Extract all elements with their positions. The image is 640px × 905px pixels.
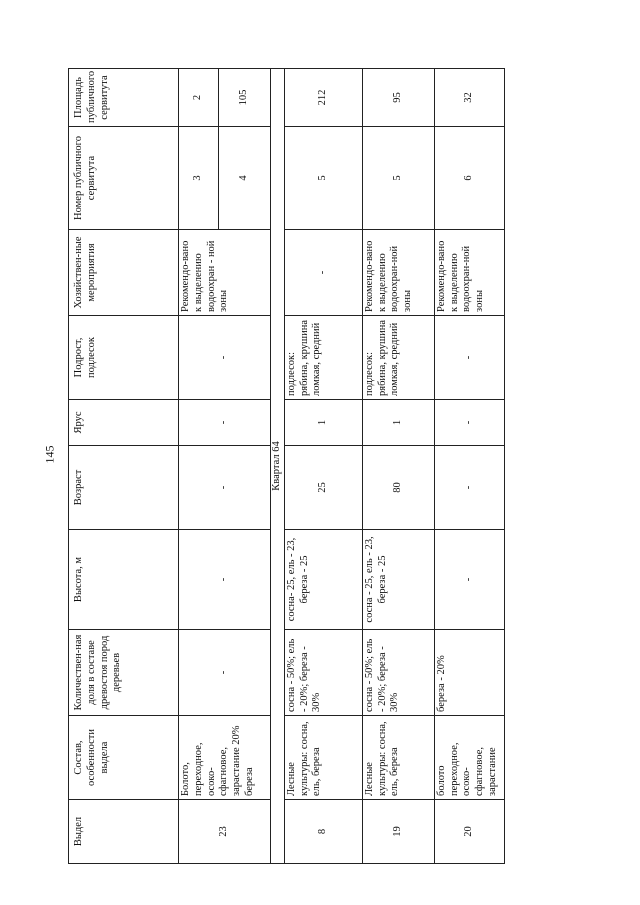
header-podrost: Подрост, подлесок xyxy=(69,316,179,400)
cell-ploshad: 32 xyxy=(434,69,504,127)
header-row xyxy=(69,69,179,864)
cell-yarus: - xyxy=(179,400,271,446)
cell-vydel: 19 xyxy=(362,800,434,864)
cell-podrost: подлесок: рябина, крушина ломкая, средний xyxy=(362,316,434,400)
cell-sostav: Лесные культуры: сосна, ель, береза xyxy=(362,716,434,800)
header-meropriyatie: Хозяйствен-ные мероприятия xyxy=(69,230,179,316)
cell-ploshad: 105 xyxy=(219,69,271,127)
page-number: 145 xyxy=(42,445,57,464)
header-vydel: Выдел xyxy=(69,800,179,864)
cell-meropriyatie: - xyxy=(284,230,362,316)
header-vozrast: Возраст xyxy=(69,446,179,530)
header-ploshad: Площадь публичного сервитута xyxy=(69,69,179,127)
header-nomer: Номер публичного сервитута xyxy=(69,127,179,230)
cell-dolya: сосна - 50%; ель - 20%; береза - 30% xyxy=(284,630,362,716)
forest-plots-table xyxy=(68,68,505,864)
cell-yarus: 1 xyxy=(362,400,434,446)
table-row xyxy=(362,69,434,864)
cell-meropriyatie: Рекомендо-вано к выделению водоохран-ной зоны xyxy=(362,230,434,316)
cell-nomer: 3 xyxy=(179,127,219,230)
cell-vysota: сосна - 25, ель - 23, береза - 25 xyxy=(362,530,434,630)
quarter-row xyxy=(271,69,285,864)
cell-vozrast: - xyxy=(179,446,271,530)
quarter-label: Квартал 64 xyxy=(271,69,285,864)
cell-yarus: 1 xyxy=(284,400,362,446)
header-yarus: Ярус xyxy=(69,400,179,446)
cell-sostav: болото переходное, осоко-сфагновое, зарастание xyxy=(434,716,504,800)
cell-nomer: 5 xyxy=(362,127,434,230)
cell-vysota: - xyxy=(434,530,504,630)
cell-vydel: 8 xyxy=(284,800,362,864)
cell-nomer: 6 xyxy=(434,127,504,230)
cell-vozrast: 25 xyxy=(284,446,362,530)
cell-dolya: - xyxy=(179,630,271,716)
table-row xyxy=(434,69,504,864)
cell-vozrast: - xyxy=(434,446,504,530)
cell-dolya: сосна - 50%; ель - 20%; береза - 30% xyxy=(362,630,434,716)
header-sostav: Состав, особенности выдела xyxy=(69,716,179,800)
cell-podrost: подлесок: рябина, крушина ломкая, средний xyxy=(284,316,362,400)
cell-dolya: береза - 20% xyxy=(434,630,504,716)
cell-ploshad: 2 xyxy=(179,69,219,127)
cell-meropriyatie: Рекомендо-вано к выделению водоохран - ной зоны xyxy=(179,230,271,316)
cell-vydel: 23 xyxy=(179,800,271,864)
header-dolya: Количествен-ная доля в составе древостоя пород деревьев xyxy=(69,630,179,716)
cell-vysota: сосна- 25, ель - 23, береза - 25 xyxy=(284,530,362,630)
cell-nomer: 4 xyxy=(219,127,271,230)
cell-sostav: Болото, переходное, осоко-сфагновое, зарастание 20% береза xyxy=(179,716,271,800)
header-vysota: Высота, м xyxy=(69,530,179,630)
cell-vydel: 20 xyxy=(434,800,504,864)
cell-sostav: Лесные культуры: сосна, ель, береза xyxy=(284,716,362,800)
table-row xyxy=(179,69,219,864)
cell-vozrast: 80 xyxy=(362,446,434,530)
cell-yarus: - xyxy=(434,400,504,446)
cell-ploshad: 95 xyxy=(362,69,434,127)
cell-nomer: 5 xyxy=(284,127,362,230)
cell-vysota: - xyxy=(179,530,271,630)
rotated-table-container xyxy=(68,69,498,864)
cell-meropriyatie: Рекомендо-вано к выделению водоохран-ной зоны xyxy=(434,230,504,316)
cell-podrost: - xyxy=(434,316,504,400)
table-row xyxy=(284,69,362,864)
cell-podrost: - xyxy=(179,316,271,400)
cell-ploshad: 212 xyxy=(284,69,362,127)
